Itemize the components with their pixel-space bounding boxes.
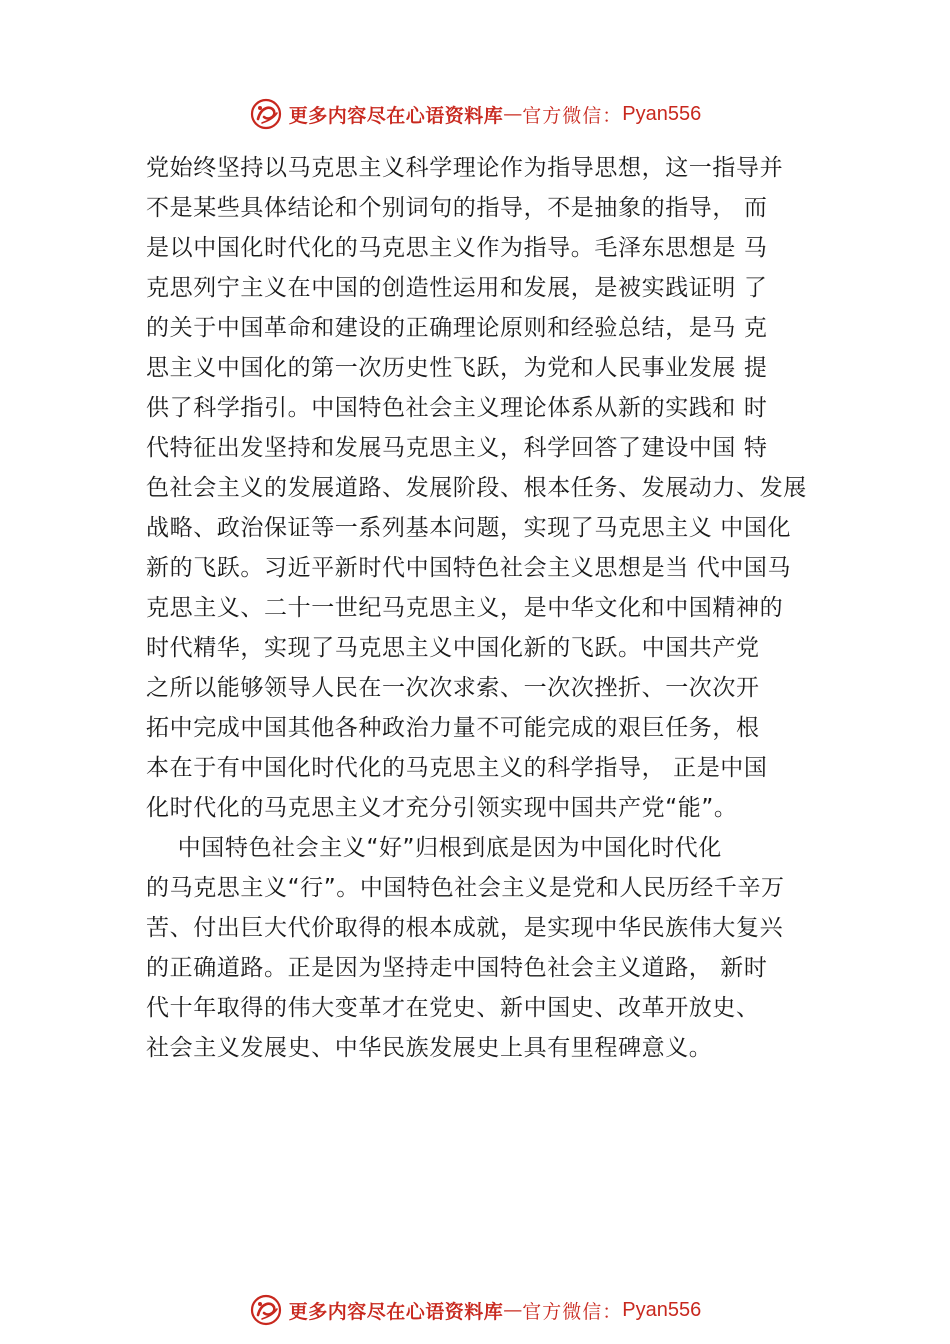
document-body	[146, 148, 836, 1068]
text-line: 克思列宁主义在中国的创造性运用和发展，是被实践证明 了	[146, 275, 768, 301]
text-line: 的马克思主义“行”。中国特色社会主义是党和人民历经千辛万	[146, 875, 785, 901]
text-line: 的正确道路。正是因为坚持走中国特色社会主义道路， 新时	[146, 955, 768, 981]
text-line: 供了科学指引。中国特色社会主义理论体系从新的实践和 时	[146, 395, 768, 421]
text-line: 的关于中国革命和建设的正确理论原则和经验总结，是马 克	[146, 315, 768, 341]
text-line: 苦、付出巨大代价取得的根本成就，是实现中华民族伟大复兴	[146, 915, 784, 941]
text-line: 社会主义发展史、中华民族发展史上具有里程碑意义。	[146, 1035, 713, 1061]
header-wechat-label: 官方微信：	[522, 104, 623, 127]
header-account-id: Pyan556	[622, 102, 702, 125]
text-line: 党始终坚持以马克思主义科学理论作为指导思想，这一指导并	[146, 155, 784, 181]
text-line: 代十年取得的伟大变革才在党史、新中国史、改革开放史、	[146, 995, 760, 1021]
text-line: 不是某些具体结论和个别词句的指导，不是抽象的指导， 而	[146, 195, 768, 221]
swirl-emblem-icon	[249, 97, 283, 131]
footer-wechat-label: 官方微信：	[522, 1300, 623, 1323]
text-line: 之所以能够领导人民在一次次求索、一次次挫折、一次次开	[146, 675, 760, 701]
text-line: 克思主义、二十一世纪马克思主义，是中华文化和中国精神的	[146, 595, 784, 621]
text-line: 化时代化的马克思主义才充分引领实现中国共产党“能”。	[146, 795, 738, 821]
header-brand-text: 更多内容尽在心语资料库	[288, 104, 504, 127]
footer-dash: —	[503, 1299, 523, 1321]
swirl-emblem-icon	[249, 1293, 283, 1327]
text-line: 新的飞跃。习近平新时代中国特色社会主义思想是当 代中国马	[146, 555, 792, 581]
paragraph-start-line: 中国特色社会主义“好”归根到底是因为中国化时代化	[146, 835, 722, 861]
text-line: 是以中国化时代化的马克思主义作为指导。毛泽东思想是 马	[146, 235, 768, 261]
footer-brand-text: 更多内容尽在心语资料库	[288, 1300, 504, 1323]
text-line: 代特征出发坚持和发展马克思主义，科学回答了建设中国 特	[146, 435, 768, 461]
text-line: 色社会主义的发展道路、发展阶段、根本任务、发展动力、发展	[146, 475, 807, 501]
footer-account-id: Pyan556	[622, 1298, 702, 1321]
header-dash: —	[503, 103, 523, 125]
header-banner	[0, 94, 950, 134]
text-line: 战略、政治保证等一系列基本问题，实现了马克思主义 中国化	[146, 515, 792, 541]
footer-banner	[0, 1290, 950, 1330]
text-line: 时代精华，实现了马克思主义中国化新的飞跃。中国共产党	[146, 635, 760, 661]
text-line: 拓中完成中国其他各种政治力量不可能完成的艰巨任务，根	[146, 715, 760, 741]
text-line: 本在于有中国化时代化的马克思主义的科学指导， 正是中国	[146, 755, 768, 781]
text-line: 思主义中国化的第一次历史性飞跃，为党和人民事业发展 提	[146, 355, 768, 381]
